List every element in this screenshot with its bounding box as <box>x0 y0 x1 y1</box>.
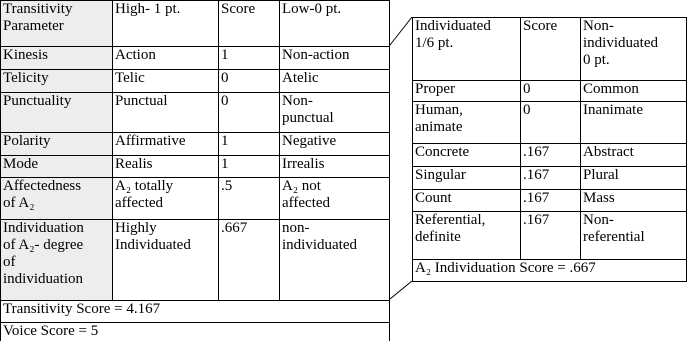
table-header-cell: High- 1 pt. <box>113 1 219 47</box>
table-cell: 0 <box>521 102 581 144</box>
table-cell: Abstract <box>581 144 686 167</box>
table-cell: Count <box>413 190 521 212</box>
table-cell: Kinesis <box>1 47 113 70</box>
table-header-cell: Transitivity Parameter <box>1 1 113 47</box>
individuation-table <box>412 17 687 282</box>
table-cell: 1 <box>219 156 280 178</box>
table-header-cell: Non- individuated 0 pt. <box>581 18 686 81</box>
table-cell: .167 <box>521 190 581 212</box>
table-cell: .667 <box>219 220 280 301</box>
table-header-cell: Individuated 1/6 pt. <box>413 18 521 81</box>
individuation-score: A₂ Individuation Score = .667 <box>415 260 596 276</box>
table-cell: Non- referential <box>581 212 686 260</box>
table-cell: Telic <box>113 70 219 93</box>
table-cell: Individuation of A₂- degree of individuation <box>1 220 113 301</box>
table-cell: Irrealis <box>280 156 389 178</box>
table-cell: 0 <box>521 81 581 102</box>
table-cell: Affirmative <box>113 133 219 156</box>
table-cell: A₂ totally affected <box>113 178 219 220</box>
table-cell: Highly Individuated <box>113 220 219 301</box>
table-cell: Mass <box>581 190 686 212</box>
table-cell: 0 <box>219 93 280 133</box>
table-cell: Polarity <box>1 133 113 156</box>
table-cell: Negative <box>280 133 389 156</box>
table-cell: Telicity <box>1 70 113 93</box>
table-cell: Action <box>113 47 219 70</box>
table-cell: Non-action <box>280 47 389 70</box>
table-cell: Proper <box>413 81 521 102</box>
table-cell: Mode <box>1 156 113 178</box>
table-cell: Referential, definite <box>413 212 521 260</box>
table-cell: 1 <box>219 47 280 70</box>
table-cell: Non- punctual <box>280 93 389 133</box>
table-cell: Human, animate <box>413 102 521 144</box>
table-cell: .5 <box>219 178 280 220</box>
table-cell: Inanimate <box>581 102 686 144</box>
table-cell: Concrete <box>413 144 521 167</box>
table-cell: .167 <box>521 167 581 190</box>
connector-line-top <box>390 17 412 45</box>
table-cell: Punctuality <box>1 93 113 133</box>
transitivity-score: Transitivity Score = 4.167 <box>1 301 389 323</box>
table-cell: Atelic <box>280 70 389 93</box>
voice-score: Voice Score = 5 <box>3 323 99 339</box>
connector-line-bottom <box>390 281 412 299</box>
table-cell: A₂ not affected <box>280 178 389 220</box>
table-cell: .167 <box>521 212 581 260</box>
table-cell: non- individuated <box>280 220 389 301</box>
table-header-cell: Score <box>521 18 581 81</box>
table-cell: Plural <box>581 167 686 190</box>
table-cell: 1 <box>219 133 280 156</box>
table-header-cell: Score <box>219 1 280 47</box>
table-cell: Punctual <box>113 93 219 133</box>
table-cell: Common <box>581 81 686 102</box>
table-cell: 0 <box>219 70 280 93</box>
table-cell: Realis <box>113 156 219 178</box>
table-cell: .167 <box>521 144 581 167</box>
table-cell: Affectedness of A₂ <box>1 178 113 220</box>
table-cell: Singular <box>413 167 521 190</box>
table-header-cell: Low-0 pt. <box>280 1 389 47</box>
